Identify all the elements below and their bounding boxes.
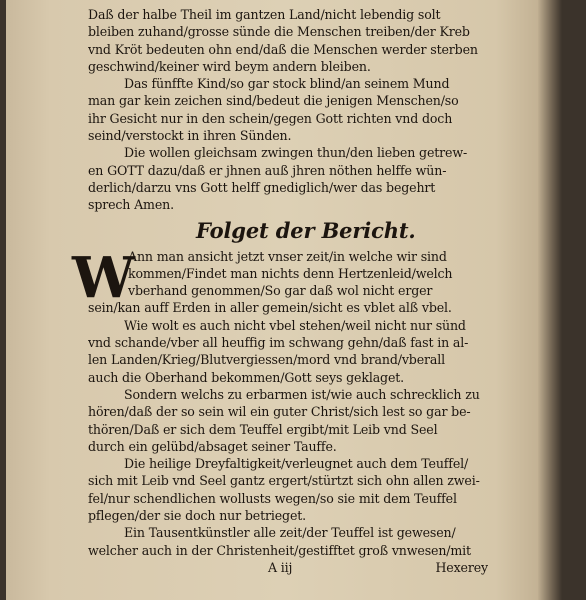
text-line: geschwind/keiner wird beym andern bleiben. (88, 58, 371, 74)
text-line: Das fünffte Kind/so gar stock blind/an seinem Mund (124, 76, 450, 92)
text-line: sprech Amen. (88, 197, 174, 213)
text-line: Daß der halbe Theil im gantzen Land/nicht lebendig solt (88, 7, 441, 22)
paragraph-6 (88, 386, 488, 455)
text-line: thören/Daß er sich dem Teuffel ergibt/mit Leib vnd Seel (88, 421, 438, 437)
text-line: Ein Tausentkünstler alle zeit/der Teuffel ist gewesen/ (124, 525, 456, 541)
book-page (6, 0, 562, 600)
section-heading: Folget der Bericht. (196, 217, 416, 243)
text-line: vnd schande/vber all heuffig im schwang gehn/daß fast in al- (88, 335, 469, 351)
text-line: Die heilige Dreyfaltigkeit/verleugnet auch dem Teuffel/ (124, 456, 469, 472)
text-line: vnd Kröt bedeuten ohn end/daß die Menschen werder sterben (88, 41, 478, 57)
paragraph-2 (88, 75, 488, 144)
text-line: durch ein gelübd/absaget seiner Tauffe. (88, 438, 337, 454)
paragraph-8 (88, 524, 488, 559)
text-line: Wie wolt es auch nicht vbel stehen/weil nicht nur sünd (124, 317, 466, 333)
text-line: hören/daß der so sein wil ein guter Christ/sich lest so gar be- (88, 404, 471, 420)
text-line: derlich/darzu vns Gott helff gnediglich/wer das begehrt (88, 179, 436, 195)
text-line: pflegen/der sie doch nur betrieget. (88, 508, 307, 524)
page-text (72, 6, 488, 576)
paragraph-3 (88, 144, 488, 213)
text-line: vberhand genommen/So gar daß wol nicht erger (128, 283, 433, 299)
text-line: Ann man ansicht jetzt vnser zeit/in welche wir sind (128, 248, 447, 264)
text-line: bleiben zuhand/grosse sünde die Menschen treiben/der Kreb (88, 24, 470, 40)
text-line: kommen/Findet man nichts denn Hertzenleid/welch (128, 265, 453, 281)
text-line: sich mit Leib vnd Seel gantz ergert/stürtzt sich ohn allen zwei- (88, 473, 480, 489)
page-footer (88, 559, 488, 576)
page-gutter (538, 0, 562, 600)
text-line: seind/verstockt in ihren Sünden. (88, 128, 292, 144)
text-line: len Landen/Krieg/Blutvergiessen/mord vnd brand/vberall (88, 352, 445, 368)
catchword: Hexerey (435, 559, 488, 575)
text-line: man gar kein zeichen sind/bedeut die jenigen Menschen/so (88, 93, 459, 109)
text-line: auch die Oberhand bekommen/Gott seys geklaget. (88, 369, 405, 385)
text-line: Sondern welchs zu erbarmen ist/wie auch schrecklich zu (124, 386, 480, 402)
text-line: en GOTT dazu/daß er jhnen auß jhren nöthen helffe wün- (88, 162, 447, 178)
text-line: sein/kan auff Erden in aller gemein/sicht es vblet alß vbel. (88, 300, 452, 316)
text-line: welcher auch in der Christenheit/gestifftet groß vnwesen/mit (88, 542, 471, 558)
text-line: ihr Gesicht nur in den schein/gegen Gott richten vnd doch (88, 110, 453, 126)
paragraph-7 (88, 455, 488, 524)
paragraph-1 (88, 6, 488, 75)
signature-mark: A iij (268, 559, 293, 575)
text-line: fel/nur schendlichen wollusts wegen/so sie mit dem Teuffel (88, 490, 457, 506)
drop-cap: W (72, 244, 135, 311)
paragraph-5 (88, 317, 488, 386)
text-line: Die wollen gleichsam zwingen thun/den lieben getrew- (124, 145, 468, 161)
paragraph-4 (72, 244, 488, 317)
